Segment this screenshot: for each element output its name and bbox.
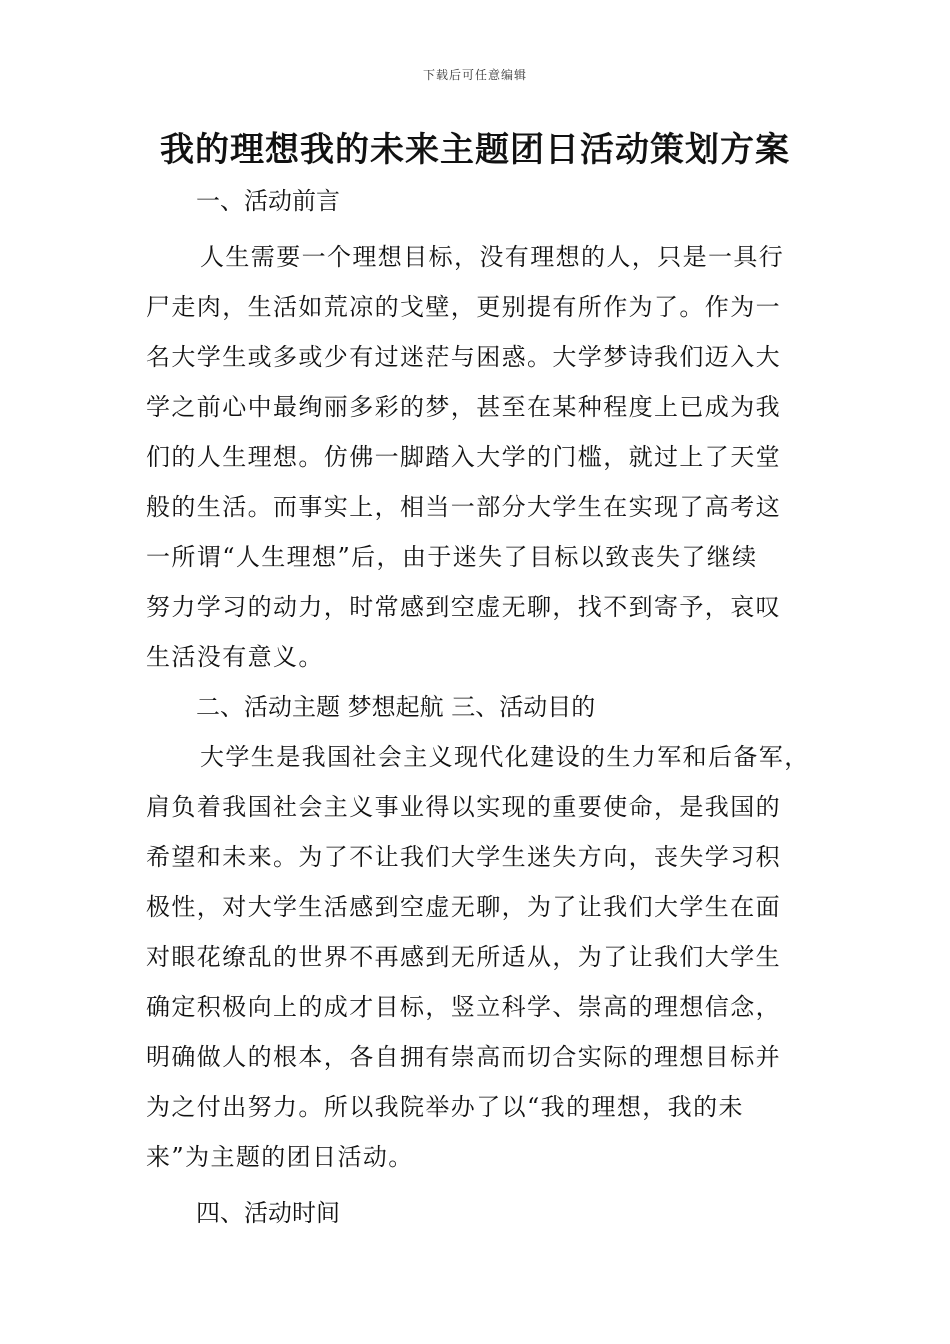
- paragraph-preface: [146, 232, 810, 682]
- paragraph-line: 人生需要一个理想目标，没有理想的人，只是一具行: [200, 243, 785, 271]
- paragraph-line: 名大学生或多或少有过迷茫与困惑。大学梦诗我们迈入大: [146, 343, 781, 371]
- paragraph-line: 学之前心中最绚丽多彩的梦，甚至在某种程度上已成为我: [146, 393, 781, 421]
- document-body: [146, 176, 810, 1238]
- paragraph-line: 确定积极向上的成才目标，竖立科学、崇高的理想信念，: [146, 993, 781, 1021]
- paragraph-line: 努力学习的动力，时常感到空虚无聊，找不到寄予，哀叹: [146, 593, 781, 621]
- paragraph-line: 为之付出努力。所以我院举办了以“我的理想，我的未: [146, 1093, 744, 1121]
- paragraph-line: 来”为主题的团日活动。: [146, 1143, 414, 1171]
- header-note: 下载后可任意编辑: [422, 68, 527, 82]
- paragraph-line: 般的生活。而事实上，相当一部分大学生在实现了高考这: [146, 493, 781, 521]
- paragraph-purpose: [146, 732, 810, 1182]
- paragraph-line: 明确做人的根本，各自拥有崇高而切合实际的理想目标并: [146, 1043, 781, 1071]
- paragraph-line: 尸走肉，生活如荒凉的戈壁，更别提有所作为了。作为一: [146, 293, 781, 321]
- paragraph-line: 一所谓“人生理想”后，由于迷失了目标以致丧失了继续: [146, 543, 758, 571]
- section-heading-theme-purpose: 二、活动主题 梦想起航 三、活动目的: [196, 693, 596, 721]
- paragraph-line: 极性，对大学生活感到空虚无聊，为了让我们大学生在面: [146, 893, 781, 921]
- paragraph-line: 对眼花缭乱的世界不再感到无所适从，为了让我们大学生: [146, 943, 781, 971]
- paragraph-line: 希望和未来。为了不让我们大学生迷失方向，丧失学习积: [146, 843, 781, 871]
- document-title: 我的理想我的未来主题团日活动策划方案: [160, 130, 790, 170]
- paragraph-line: 生活没有意义。: [146, 643, 324, 671]
- paragraph-line: 大学生是我国社会主义现代化建设的生力军和后备军，: [200, 743, 810, 771]
- paragraph-line: 肩负着我国社会主义事业得以实现的重要使命，是我国的: [146, 793, 781, 821]
- paragraph-line: 们的人生理想。仿佛一脚踏入大学的门槛，就过上了天堂: [146, 443, 781, 471]
- section-heading-preface: 一、活动前言: [196, 187, 340, 215]
- section-heading-time: 四、活动时间: [196, 1199, 340, 1227]
